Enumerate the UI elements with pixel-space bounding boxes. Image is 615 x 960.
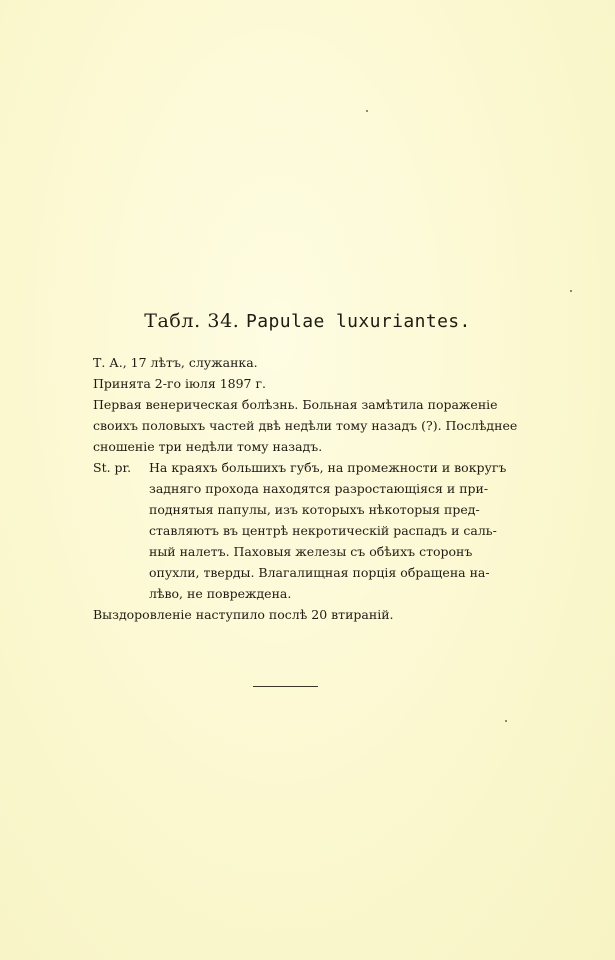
speck-mark: [505, 720, 507, 722]
admission-line: Принята 2-го іюля 1897 г.: [93, 376, 267, 391]
case-description: [93, 352, 545, 625]
patient-line: Т. А., 17 лѣтъ, служанка.: [93, 355, 258, 370]
status-praesens: [93, 457, 545, 604]
status-line: лѣво, не повреждена.: [149, 586, 292, 601]
status-line: ставляютъ въ центрѣ некротическій распадъ и саль-: [149, 523, 497, 538]
status-label: St. pr.: [93, 460, 132, 475]
plate-latin-name: Papulae luxuriantes.: [246, 311, 471, 332]
status-line: На краяхъ большихъ губъ, на промежности и вокругъ: [149, 460, 507, 475]
plate-number: Табл. 34.: [144, 310, 240, 332]
history-text: Первая венерическая болѣзнь. Больная замѣтила пораженіе: [93, 397, 498, 412]
speck-mark: [570, 290, 572, 292]
closing-divider: [253, 686, 318, 687]
status-line: поднятыя папулы, изъ которыхъ нѣкоторыя пред-: [149, 502, 480, 517]
plate-title: [0, 310, 615, 332]
outcome-line: Выздоровленіе наступило послѣ 20 втираній.: [93, 607, 394, 622]
history-line: [93, 394, 545, 415]
status-line: ный налетъ. Паховыя железы съ обѣихъ сторонъ: [149, 544, 473, 559]
status-line: опухли, тверды. Влагалищная порція обращена на-: [149, 565, 490, 580]
speck-mark: [366, 110, 368, 112]
history-text: своихъ половыхъ частей двѣ недѣли тому назадъ (?). Послѣднее: [93, 418, 518, 433]
history-line: [93, 415, 545, 436]
history-line: сношеніе три недѣли тому назадъ.: [93, 439, 323, 454]
status-line: задняго прохода находятся разростающіяся и при-: [149, 481, 489, 496]
status-lines: [149, 457, 545, 604]
